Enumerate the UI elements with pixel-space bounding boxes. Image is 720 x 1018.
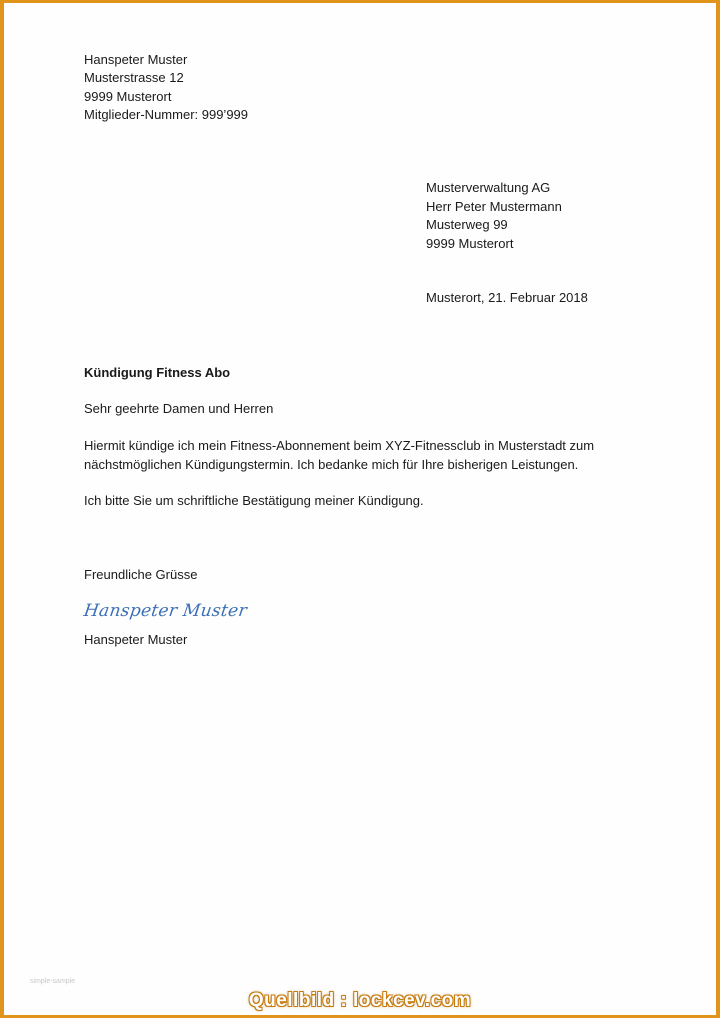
watermark-text: simple-sample xyxy=(30,978,76,985)
salutation: Sehr geehrte Damen und Herren xyxy=(84,401,274,416)
handwritten-signature: Hanspeter Muster xyxy=(82,601,249,621)
subject-line: Kündigung Fitness Abo xyxy=(84,365,231,380)
body-paragraph-1-line-2: nächstmöglichen Kündigungstermin. Ich bedanke mich für Ihre bisherigen Leistungen. xyxy=(84,457,579,472)
closing: Freundliche Grüsse xyxy=(84,567,198,582)
recipient-contact: Herr Peter Mustermann xyxy=(426,199,562,214)
sender-member-number: Mitglieder-Nummer: 999’999 xyxy=(84,107,249,122)
sender-city: 9999 Musterort xyxy=(84,89,172,104)
sender-street: Musterstrasse 12 xyxy=(84,70,184,85)
source-caption: Quellbild : lockcev.com xyxy=(248,990,472,1011)
body-paragraph-1-line-1: Hiermit kündige ich mein Fitness-Abonnement beim XYZ-Fitnessclub in Musterstadt zum xyxy=(84,438,595,453)
recipient-city: 9999 Musterort xyxy=(426,236,514,251)
signature-name: Hanspeter Muster xyxy=(84,632,188,647)
body-paragraph-2: Ich bitte Sie um schriftliche Bestätigung meiner Kündigung. xyxy=(84,493,424,508)
recipient-street: Musterweg 99 xyxy=(426,217,508,232)
sender-name: Hanspeter Muster xyxy=(84,52,188,67)
date-line: Musterort, 21. Februar 2018 xyxy=(426,290,588,305)
recipient-company: Musterverwaltung AG xyxy=(426,180,551,195)
